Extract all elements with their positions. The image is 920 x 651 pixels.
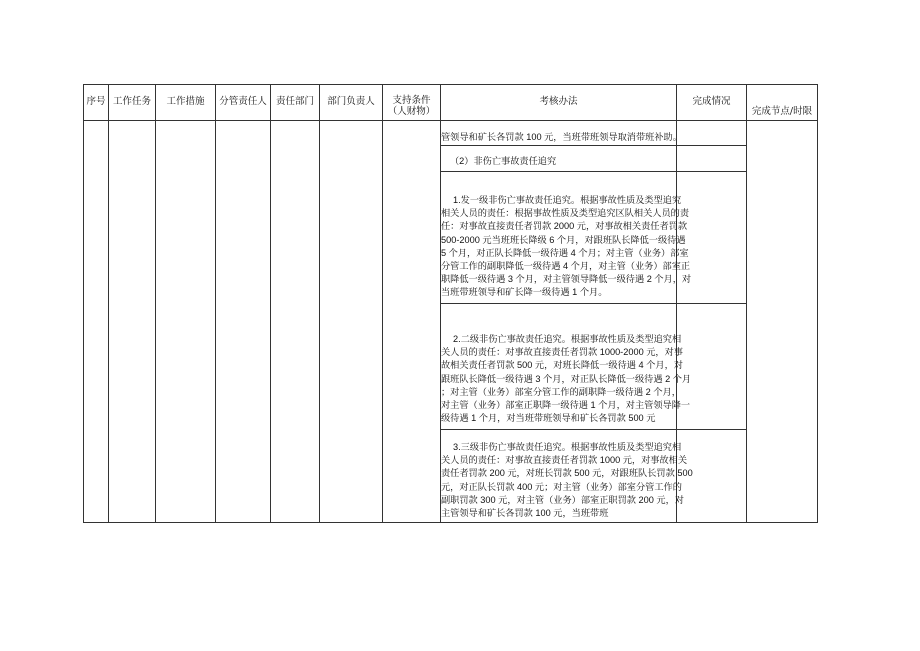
assessment-row-4-line: 2.二级非伤亡事故责任追究。根据事故性质及类型追究相 [453, 334, 682, 344]
assessment-row-4-line: 对主管（业务）部室正职降一级待遇 1 个月，对主管领导降一 [441, 400, 691, 411]
col-border-2 [155, 84, 156, 523]
assessment-row-2-text: （2）非伤亡事故责任追究 [450, 156, 557, 166]
row-divider-3 [440, 303, 746, 304]
col-border-0 [83, 84, 84, 523]
header-bottom-border [83, 120, 817, 121]
header-seq: 序号 [86, 96, 106, 107]
assessment-row-3 [441, 194, 691, 300]
assessment-row-4-line: 跟班队长降低一级待遇 3 个月，对正队长降低一级待遇 2 个月 [441, 373, 692, 384]
assessment-row-3-line: 相关人员的责任：根据事故性质及类型追究区队相关人员的责 [441, 208, 690, 219]
row-divider-4 [440, 429, 746, 430]
col-border-4 [270, 84, 271, 523]
assessment-row-4-line: 级待遇 1 个月，对当班带班领导和矿长各罚款 500 元 [441, 413, 656, 424]
assessment-row-4-line: ；对主管（业务）部室分管工作的副职降一级待遇 2 个月， [441, 386, 681, 397]
assessment-row-3-line: 1.发一级非伤亡事故责任追究。根据事故性质及类型追究 [453, 195, 682, 205]
col-border-6 [382, 84, 383, 523]
col-border-3 [215, 84, 216, 523]
assessment-row-5-line: 元，对正队长罚款 400 元；对主管（业务）部室分管工作的 [441, 481, 682, 492]
assessment-row-3-line: 5 个月，对正队长降低一级待遇 4 个月；对主管（业务）部室 [441, 247, 689, 258]
assessment-row-3-line: 分管工作的副职降低一级待遇 4 个月，对主管（业务）部室正 [441, 261, 691, 272]
header-deadline: 完成节点/时限 [751, 106, 813, 117]
col-border-10 [817, 84, 818, 523]
header-support-line1: 支持条件 [392, 95, 431, 106]
assessment-row-4-line: 关人员的责任：对事故直接责任者罚款 1000-2000 元，对事 [441, 347, 683, 358]
col-border-9 [746, 84, 747, 523]
header-dept: 责任部门 [275, 96, 314, 107]
table-bottom-border [83, 522, 817, 523]
header-support-line2: （人财物） [387, 106, 436, 117]
assessment-row-3-line: 500-2000 元当班班长降级 6 个月，对跟班队长降低一级待遇 [441, 234, 686, 245]
header-task: 工作任务 [112, 96, 151, 107]
assessment-row-1-text: 管领导和矿长各罚款 100 元，当班带班领导取消带班补助。 [441, 132, 682, 142]
assessment-row-2 [450, 155, 556, 168]
header-assessment: 考核办法 [539, 96, 578, 107]
assessment-row-4-line: 故相关责任者罚款 500 元，对班长降低一级待遇 4 个月，对 [441, 360, 683, 371]
row-divider-1 [440, 145, 746, 146]
assessment-row-5-line: 副职罚款 300 元，对主管（业务）部室正职罚款 200 元，对 [441, 494, 684, 505]
assessment-row-1 [441, 131, 682, 144]
header-completion: 完成情况 [692, 96, 731, 107]
assessment-row-3-line: 任：对事故直接责任者罚款 2000 元，对事故相关责任者罚款 [441, 221, 688, 232]
col-border-1 [108, 84, 109, 523]
row-divider-2 [440, 171, 746, 172]
col-border-5 [319, 84, 320, 523]
assessment-row-3-line: 当班带班领导和矿长降一级待遇 1 个月。 [441, 287, 608, 298]
assessment-row-5-line: 主管领导和矿长各罚款 100 元，当班带班 [441, 508, 609, 519]
assessment-row-5-line: 3.三级非伤亡事故责任追究。根据事故性质及类型追究相 [453, 442, 682, 452]
header-measure: 工作措施 [166, 96, 205, 107]
header-dept-head: 部门负责人 [327, 96, 375, 107]
assessment-row-4 [441, 333, 691, 425]
assessment-row-3-line: 职降低一级待遇 3 个月，对主管领导降低一级待遇 2 个月，对 [441, 274, 692, 285]
table-top-border [83, 84, 817, 85]
assessment-row-5-line: 关人员的责任：对事故直接责任者罚款 1000 元，对事故相关 [441, 455, 688, 466]
assessment-row-5 [441, 441, 693, 520]
header-leader: 分管责任人 [219, 96, 267, 107]
assessment-row-5-line: 责任者罚款 200 元，对班长罚款 500 元，对跟班队长罚款 500 [441, 468, 693, 479]
